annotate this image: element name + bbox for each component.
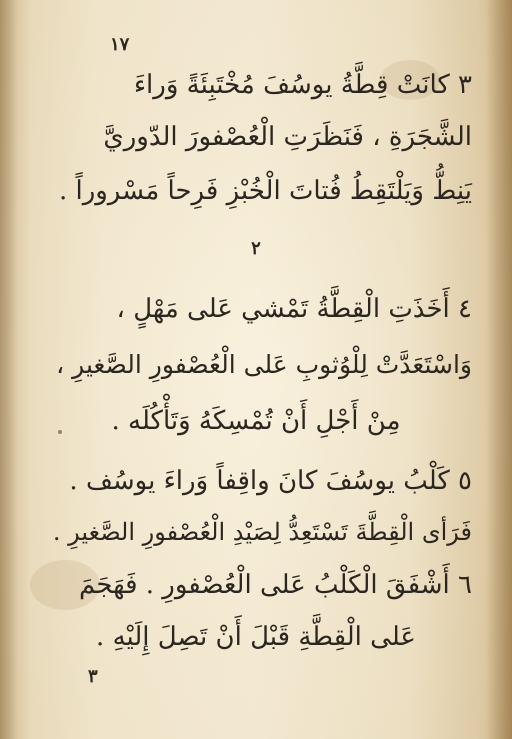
- section-marker: ٢: [251, 238, 261, 259]
- page-edge-shadow-left: [0, 0, 18, 739]
- page-number-top: ١٧: [110, 34, 130, 55]
- paragraph-4: [40, 296, 472, 446]
- paragraph-line: ٤ أَخَذَتِ الْقِطَّةُ تَمْشي عَلى مَهْلٍ ،: [116, 294, 472, 324]
- paragraph-line: فَرَأى الْقِطَّةَ تَسْتَعِدُّ لِصَيْدِ الْعُصْفورِ الصَّغيرِ .: [52, 518, 472, 546]
- paragraph-line: يَنِطُّ وَيَلْتَقِطُ فُتاتَ الْخُبْزِ فَرِحاً مَسْروراً .: [58, 176, 472, 206]
- page-edge-shadow-right: [486, 0, 512, 739]
- paragraph-3: [40, 72, 472, 222]
- paragraph-line: ٥ كَلْبُ يوسُفَ كانَ واقِفاً وَراءَ يوسُف .: [69, 466, 472, 496]
- paragraph-line: ٦ أَشْفَقَ الْكَلْبُ عَلى الْعُصْفورِ . فَهَجَمَ: [79, 570, 472, 600]
- paragraph-5: [40, 468, 472, 568]
- paragraph-line: مِنْ أَجْلِ أَنْ تُمْسِكَهُ وَتَأْكُلَه .: [111, 406, 401, 436]
- paragraph-line: الشَّجَرَةِ ، فَنَظَرَتِ الْعُصْفورَ الدّوريَّ: [103, 122, 472, 152]
- paragraph-line: ٣ كانَتْ قِطَّةُ يوسُفَ مُخْتَبِئَةً وَراءَ: [133, 70, 472, 100]
- paragraph-line: عَلى الْقِطَّةِ قَبْلَ أَنْ تَصِلَ إِلَيْهِ .: [96, 622, 416, 652]
- paragraph-6: [40, 572, 472, 672]
- page-number-bottom: ٣: [88, 666, 98, 687]
- paragraph-line: وَاسْتَعَدَّتْ لِلْوُثوبِ عَلى الْعُصْفورِ الصَّغيرِ ،: [56, 350, 472, 379]
